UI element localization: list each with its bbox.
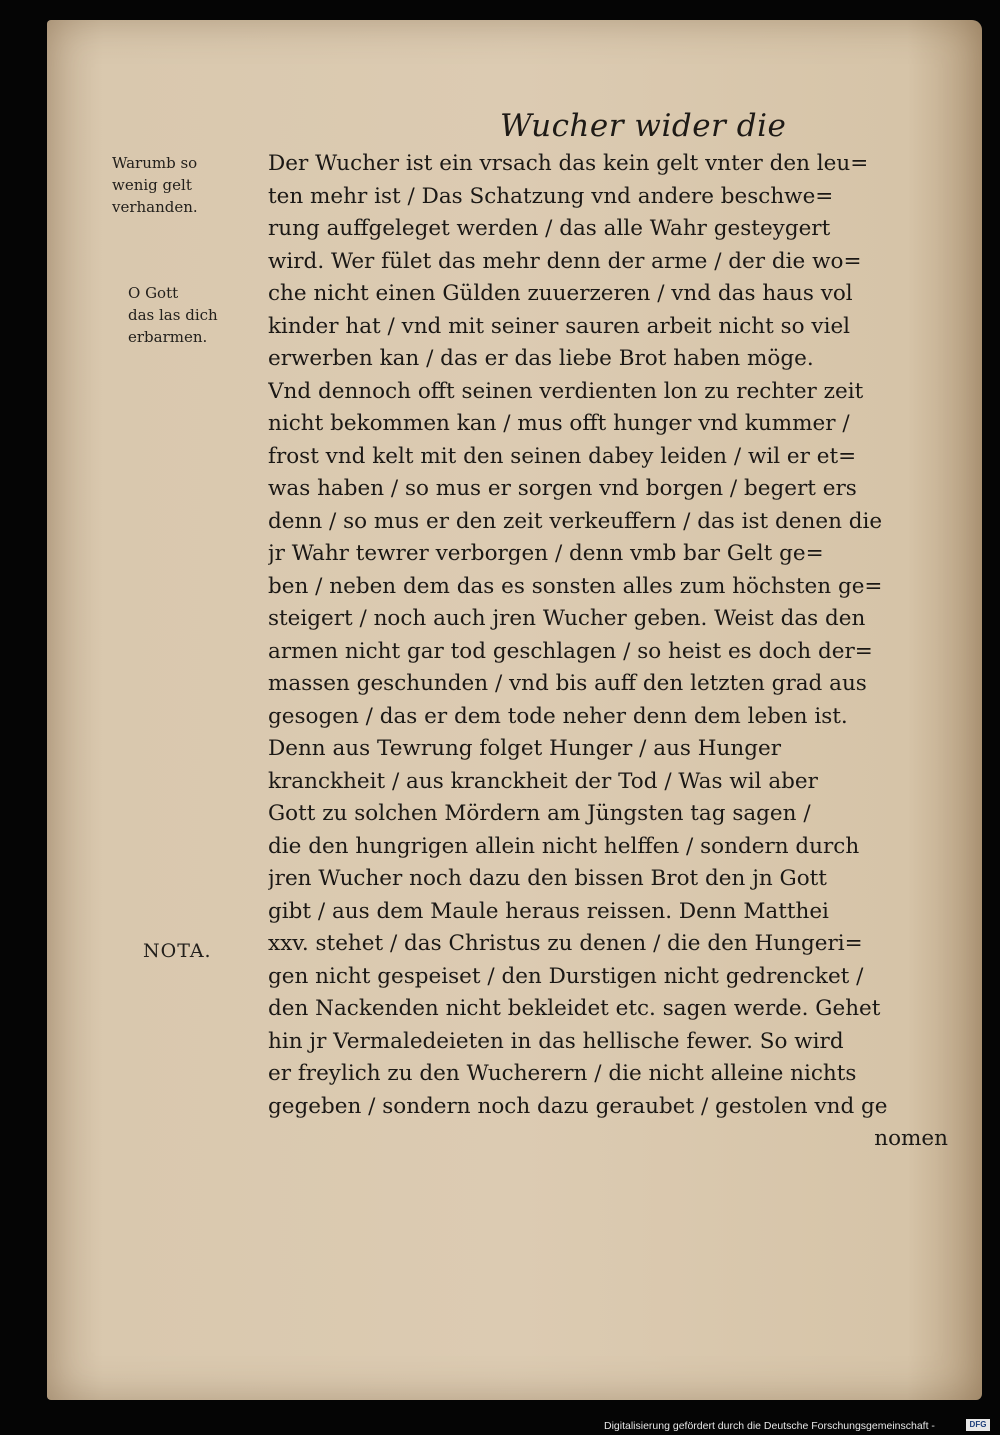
text-line: denn / so mus er den zeit verkeuffern / das ist denen die (268, 508, 883, 534)
marginal-note-2: O Gott das las dich erbarmen. (128, 284, 218, 346)
text-line: gesogen / das er dem tode neher denn dem leben ist. (268, 703, 848, 729)
text-line: jren Wucher noch dazu den bissen Brot den jn Gott (268, 866, 827, 891)
text-line: erwerben kan / das er das liebe Brot haben möge. (268, 346, 814, 371)
text-line: steigert / noch auch jren Wucher geben. Weist das den (268, 606, 866, 631)
text-line: Der Wucher ist ein vrsach das kein gelt vnter den leu= (268, 151, 869, 176)
text-line: wird. Wer fület das mehr denn der arme / der die wo= (268, 248, 862, 274)
text-line: rung auffgeleget werden / das alle Wahr gesteygert (268, 216, 831, 241)
text-line: was haben / so mus er sorgen vnd borgen / begert ers (268, 476, 857, 501)
text-line: xxv. stehet / das Christus zu denen / die den Hungeri= (268, 931, 863, 956)
text-line: gibt / aus dem Maule heraus reissen. Denn Matthei (268, 898, 829, 924)
text-line: den Nackenden nicht bekleidet etc. sagen werde. Gehet (268, 996, 881, 1021)
text-line: frost vnd kelt mit den seinen dabey leiden / wil er et= (268, 443, 857, 469)
text-line: Vnd dennoch offt seinen verdienten lon zu rechter zeit (268, 378, 864, 404)
text-line: hin jr Vermaledeieten in das hellische fewer. So wird (268, 1028, 844, 1054)
catchword: nomen (874, 1126, 948, 1151)
text-line: gegeben / sondern noch dazu geraubet / gestolen vnd ge (268, 1093, 888, 1119)
funding-footer: Digitalisierung gefördert durch die Deutsche Forschungsgemeinschaft - (604, 1420, 935, 1432)
text-line: ten mehr ist / Das Schatzung vnd andere beschwe= (268, 183, 834, 209)
text-line: massen geschunden / vnd bis auff den letzten grad aus (268, 671, 867, 696)
dfg-logo: DFG (966, 1419, 990, 1431)
text-line: nicht bekommen kan / mus offt hunger vnd kummer / (268, 411, 850, 436)
text-line: kranckheit / aus kranckheit der Tod / Was wil aber (268, 768, 818, 794)
text-line: die den hungrigen allein nicht helffen / sondern durch (268, 833, 860, 859)
running-head: Wucher wider die (500, 108, 787, 144)
text-line: Gott zu solchen Mördern am Jüngsten tag sagen / (268, 801, 811, 826)
text-line: jr Wahr tewrer verborgen / denn vmb bar Gelt ge= (268, 541, 824, 566)
text-line: kinder hat / vnd mit seiner sauren arbeit nicht so viel (268, 313, 851, 339)
text-line: gen nicht gespeiset / den Durstigen nicht gedrencket / (268, 963, 864, 989)
text-line: ben / neben dem das es sonsten alles zum höchsten ge= (268, 573, 883, 599)
text-line: Denn aus Tewrung folget Hunger / aus Hunger (268, 736, 781, 761)
text-line: armen nicht gar tod geschlagen / so heist es doch der= (268, 638, 873, 664)
text-line: er freylich zu den Wucherern / die nicht alleine nichts (268, 1061, 857, 1086)
marginal-note-nota: NOTA. (143, 940, 212, 962)
text-line: che nicht einen Gülden zuuerzeren / vnd das haus vol (268, 281, 853, 306)
main-text-block (268, 148, 958, 1156)
marginal-note-1: Warumb so wenig gelt verhanden. (112, 154, 198, 216)
